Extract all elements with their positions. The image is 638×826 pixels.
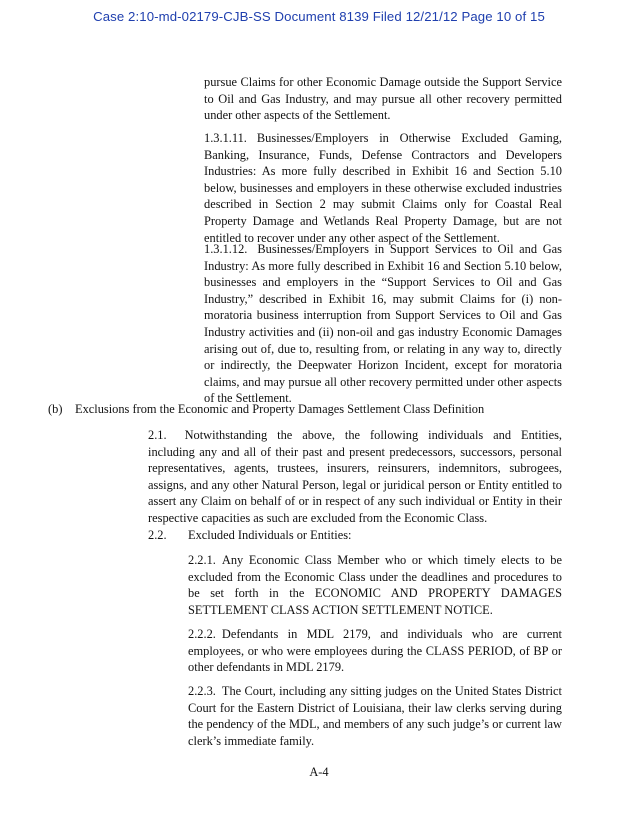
section-number: 2.2. [148,528,167,542]
section-number: 2.2.2. [188,627,216,641]
paragraph-2-2-2 [188,626,562,676]
paragraph-text: Notwithstanding the above, the following individuals and Entities, including any and all of their past and present predecessors, successors, personal representatives, agents, trustees, insurers, reinsurers, indemnitors, subrogees, assigns, and any other Natural Person, legal or juridical person or Entity entitled to assert any Claim on behalf of or in respect of any such individual or Entity in their respective capacities as such are excluded from the Economic Class. [148,428,562,525]
paragraph-text: Businesses/Employers in Support Services to Oil and Gas Industry: As more fully described in Exhibit 16 and Section 5.10 below, businesses and employers in the “Support Services to Oil and Gas Industry,” described in Exhibit 16, may submit Claims for (i) non-moratoria business interruption from Support Services to Oil and Gas Industry activities and (ii) non-oil and gas industry Economic Damages arising out of, due to, resulting from, or relating in any way to, directly or indirectly, the Deepwater Horizon Incident, except for moratoria claims, and may pursue all other recovery permitted under other aspects of the Settlement. [204,242,562,406]
page-number: A-4 [309,765,329,779]
section-number: 1.3.1.11. [204,131,247,145]
section-label: (b) [48,402,63,416]
heading-text: Exclusions from the Economic and Property Damages Settlement Class Definition [75,402,485,416]
exclusions-heading [48,401,568,418]
section-number: 2.2.3. [188,684,216,698]
section-number: 2.2.1. [188,553,216,567]
paragraph-2-1 [148,427,562,527]
paragraph-text: Defendants in MDL 2179, and individuals who are current employees, or who were employees during the CLASS PERIOD, of BP or other defendants in MDL 2179. [188,627,562,675]
paragraph-1-3-1-11 [204,130,562,246]
paragraph-text: pursue Claims for other Economic Damage outside the Support Service to Oil and Gas Industry, and may pursue all other recovery permitted under other aspects of the Settlement. [204,75,562,123]
paragraph-text: The Court, including any sitting judges on the United States District Court for the Eastern District of Louisiana, their law clerks serving during the pendency of the MDL, and members of any such judge’s or current law clerk’s immediate family. [188,684,562,748]
section-number: 1.3.1.12. [204,242,248,256]
paragraph-text: Excluded Individuals or Entities: [188,528,352,542]
paragraph-2-2-3 [188,683,562,749]
case-header: Case 2:10-md-02179-CJB-SS Document 8139 Filed 12/21/12 Page 10 of 15 [93,9,545,24]
paragraph-continuation [204,74,562,124]
paragraph-text: Businesses/Employers in Otherwise Excluded Gaming, Banking, Insurance, Funds, Defense Contractors and Developers Industries: As more fully described in Exhibit 16 and Section 5.10 below, businesses and employers in these otherwise excluded industries described in Section 2 may submit Claims only for Coastal Real Property Damage and Wetlands Real Property Damage, but are not entitled to recover under any other aspect of the Settlement. [204,131,562,245]
paragraph-2-2-1 [188,552,562,618]
section-number: 2.1. [148,428,167,442]
paragraph-1-3-1-12 [204,241,562,407]
paragraph-text: Any Economic Class Member who or which timely elects to be excluded from the Economic Class under the deadlines and procedures to be set forth in the ECONOMIC AND PROPERTY DAMAGES SETTLEMENT CLASS ACTION SETTLEMENT NOTICE. [188,553,562,617]
paragraph-2-2 [148,527,562,544]
